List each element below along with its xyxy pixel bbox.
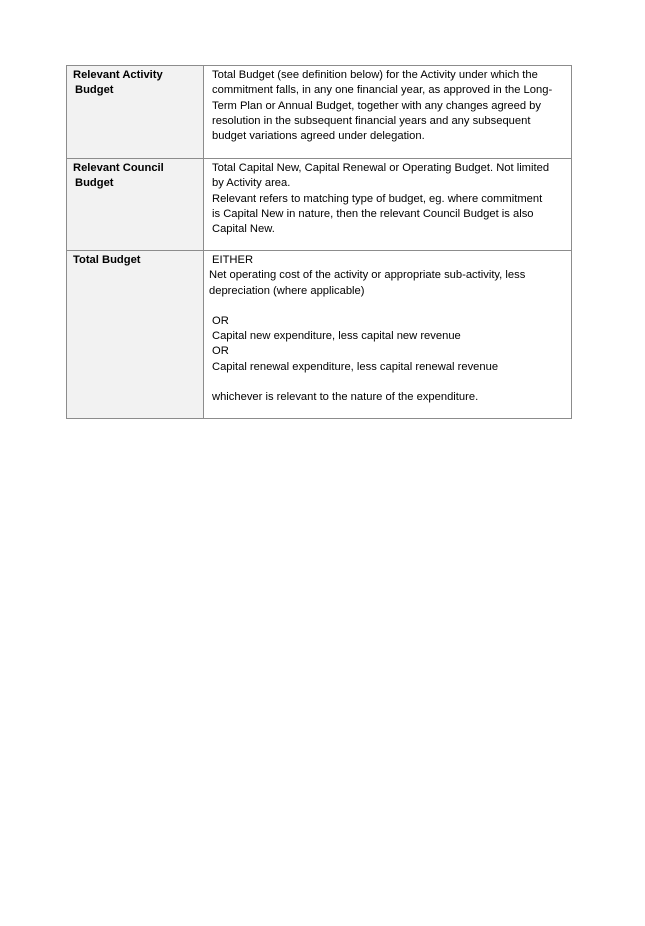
definition-text: budget variations agreed under delegation. xyxy=(212,130,425,143)
definition-text: Total Capital New, Capital Renewal or Operating Budget. Not limited xyxy=(212,162,550,174)
definition-row-relevant-council-budget xyxy=(67,159,572,251)
term-text: Total Budget xyxy=(73,254,141,266)
definition-text: commitment falls, in any one financial year, as approved in the Long- xyxy=(212,84,553,97)
definition-cell xyxy=(204,251,572,419)
definition-text: OR xyxy=(212,314,229,327)
definition-row-relevant-activity-budget xyxy=(67,66,572,159)
definition-row-total-budget xyxy=(67,251,572,419)
term-cell xyxy=(67,251,204,419)
definition-cell xyxy=(204,159,572,251)
definition-text: is Capital New in nature, then the relevant Council Budget is also xyxy=(212,207,534,220)
definition-text: Net operating cost of the activity or appropriate sub-activity, less xyxy=(209,269,526,282)
term-text: Relevant Activity xyxy=(73,69,163,81)
definition-text: OR xyxy=(212,345,229,358)
definition-text: Relevant refers to matching type of budget, eg. where commitment xyxy=(212,192,543,205)
definition-text: resolution in the subsequent financial years and any subsequent xyxy=(212,114,531,127)
definition-text: Total Budget (see definition below) for the Activity under which the xyxy=(212,69,538,81)
definitions-table xyxy=(66,65,572,419)
definition-text: by Activity area. xyxy=(212,177,291,190)
term-cell xyxy=(67,66,204,159)
term-text: Budget xyxy=(75,177,114,190)
term-text: Relevant Council xyxy=(73,162,164,174)
definition-text: Capital renewal expenditure, less capital renewal revenue xyxy=(212,360,499,373)
definition-cell xyxy=(204,66,572,159)
definition-text: depreciation (where applicable) xyxy=(209,284,365,297)
term-text: Budget xyxy=(75,84,114,97)
definition-text: Capital New. xyxy=(212,223,275,236)
term-cell xyxy=(67,159,204,251)
definition-text: whichever is relevant to the nature of the expenditure. xyxy=(212,391,479,404)
definition-text: Capital new expenditure, less capital new revenue xyxy=(212,330,461,343)
definition-text: Term Plan or Annual Budget, together with any changes agreed by xyxy=(212,99,541,112)
definition-text: EITHER xyxy=(212,254,254,266)
